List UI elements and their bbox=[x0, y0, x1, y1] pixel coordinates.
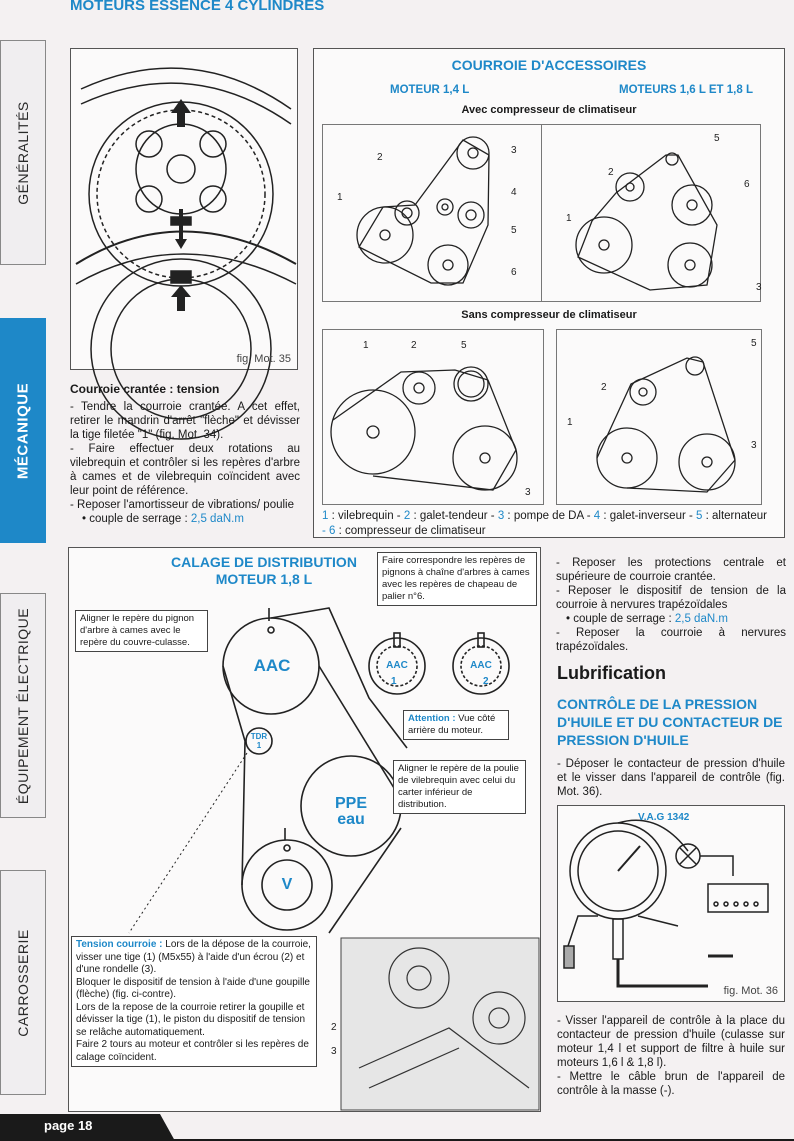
tab-generalites[interactable] bbox=[0, 40, 46, 265]
ppe-line: eau bbox=[337, 811, 365, 828]
tension-text: Lors de la repose de la courroie retirer la goupille et dévisser la tige (1), le piston du dispositif de tension se relâche automatiquement. bbox=[76, 1001, 306, 1038]
note-chaine: Faire correspondre les repères de pignons à chaîne d'arbres à cames avec les repères de chapeau de palier n°6. bbox=[377, 552, 537, 606]
belt-diagram-2 bbox=[541, 124, 761, 302]
legend-num: 3 bbox=[497, 510, 505, 522]
label-6: 6 bbox=[744, 179, 750, 190]
belt-svg bbox=[323, 330, 543, 504]
legend-text: : galet-inverseur - bbox=[600, 510, 697, 522]
figure-mot-35 bbox=[70, 48, 298, 370]
pulley-tdr-label bbox=[247, 732, 271, 750]
lubrification-title: Lubrification bbox=[557, 663, 666, 683]
lubrification-steps bbox=[557, 1014, 785, 1098]
paragraph: - Mettre le câble brun de l'appareil de contrôle à la masse (-). bbox=[557, 1071, 785, 1097]
ppe-line: PPE bbox=[334, 795, 367, 812]
tension-label: Tension courroie : bbox=[76, 939, 163, 950]
belt-svg bbox=[323, 125, 543, 301]
label-2: 2 bbox=[377, 152, 383, 163]
torque-value: 2,5 daN.m bbox=[674, 613, 728, 625]
pulley-aac-label: AAC bbox=[253, 656, 291, 675]
sprocket-drawing bbox=[71, 49, 297, 369]
pulley-ppe-label bbox=[321, 796, 381, 828]
legend-num: 2 bbox=[403, 510, 411, 522]
paragraph: - Reposer la courroie à nervures trapézoïdales. bbox=[556, 627, 786, 653]
section-title: Courroie crantée : tension bbox=[70, 382, 220, 396]
page-number: page 18 bbox=[44, 1118, 93, 1133]
figure-caption: fig. Mot. 36 bbox=[723, 985, 778, 997]
paragraph: - Déposer le contacteur de pression d'huile et le visser dans l'appareil de contrôle (fig. Mot. 36). bbox=[557, 758, 785, 798]
tab-label: CARROSSERIE bbox=[15, 928, 31, 1037]
small-aac-label: AAC bbox=[470, 660, 492, 671]
legend-text: : vilebrequin - bbox=[328, 510, 404, 522]
engine-right-label: MOTEURS 1,6 L ET 1,8 L bbox=[619, 84, 753, 96]
label-5: 5 bbox=[461, 340, 467, 351]
figure-caption: fig. Mot. 35 bbox=[236, 353, 291, 365]
page-header bbox=[0, 0, 794, 18]
calage-panel bbox=[68, 547, 541, 1112]
small-aac-label: AAC bbox=[386, 660, 408, 671]
without-ac-label: Sans compresseur de climatiseur bbox=[461, 309, 637, 321]
tab-label: GÉNÉRALITÉS bbox=[15, 100, 31, 205]
tab-equipement-electrique[interactable] bbox=[0, 593, 46, 818]
legend-num: - 6 bbox=[322, 525, 336, 537]
torque-label: • couple de serrage : bbox=[82, 513, 191, 525]
attention-label: Attention : bbox=[408, 713, 456, 724]
paragraph: - Faire effectuer deux rotations au vilebrequin et contrôler si les repères d'arbre à cames et de vilebrequin coïncident avec leur point de référence. bbox=[70, 443, 300, 497]
small-aac-num: 1 bbox=[391, 676, 397, 687]
label-3: 3 bbox=[525, 487, 531, 498]
tab-carrosserie[interactable] bbox=[0, 870, 46, 1095]
label-4: 4 bbox=[511, 187, 517, 198]
note-pignon: Aligner le repère du pignon d'arbre à cames avec le repère du couvre-culasse. bbox=[75, 610, 208, 652]
label-5: 5 bbox=[714, 133, 720, 144]
small-aac-num: 2 bbox=[483, 676, 489, 687]
label-5: 5 bbox=[751, 338, 757, 349]
tension-text: Faire 2 tours au moteur et contrôler si les repères de calage coïncident. bbox=[76, 1039, 309, 1063]
paragraph: - Reposer les protections centrale et supérieure de courroie crantée. bbox=[556, 557, 786, 583]
attention-text: Vue côté arrière du moteur. bbox=[408, 713, 496, 736]
footer-bar bbox=[0, 1114, 794, 1141]
torque-value: 2,5 daN.m bbox=[190, 513, 244, 525]
accessoires-title: COURROIE D'ACCESSOIRES bbox=[451, 57, 647, 73]
label-1: 1 bbox=[337, 192, 343, 203]
label-3: 3 bbox=[511, 145, 517, 156]
label-1: 1 bbox=[567, 417, 573, 428]
label-2: 2 bbox=[608, 167, 614, 178]
torque-label: • couple de serrage : bbox=[566, 613, 675, 625]
figure-mot-36 bbox=[557, 805, 785, 1002]
belt-diagram-4 bbox=[556, 329, 762, 505]
accessoires-panel bbox=[313, 48, 785, 538]
header-title: MOTEURS ESSENCE 4 CYLINDRES bbox=[70, 0, 325, 14]
tab-label: ÉQUIPEMENT ÉLECTRIQUE bbox=[15, 607, 31, 804]
photo-tensioner bbox=[341, 938, 539, 1110]
paragraph: - Reposer l'amortisseur de vibrations/ poulie bbox=[70, 499, 294, 511]
legend-num: 5 bbox=[696, 510, 703, 522]
note-attention bbox=[403, 710, 509, 740]
belt-diagram-1 bbox=[322, 124, 544, 302]
label-5: 5 bbox=[511, 225, 517, 236]
tdr-line: TDR bbox=[250, 732, 268, 741]
engine-left-label: MOTEUR 1,4 L bbox=[390, 84, 470, 96]
label-2: 2 bbox=[411, 340, 417, 351]
legend-text: : compresseur de climatiseur bbox=[335, 525, 486, 537]
label-6: 6 bbox=[511, 267, 517, 278]
gauge-label: V.A.G 1342 bbox=[638, 812, 690, 823]
note-tension bbox=[71, 936, 317, 1067]
pulley-v-label: V bbox=[281, 876, 293, 893]
label-2: 2 bbox=[601, 382, 607, 393]
photo-label-2: 2 bbox=[331, 1022, 337, 1033]
belt-svg bbox=[557, 330, 761, 504]
tension-text: Lors de la dépose de la courroie, visser une tige (1) (M5x55) à l'aide d'un écrou (2) et d'une rondelle (3). bbox=[76, 939, 311, 975]
label-3: 3 bbox=[751, 440, 757, 451]
right-column-text bbox=[556, 556, 786, 654]
legend-num: 1 bbox=[322, 510, 329, 522]
photo-label-3: 3 bbox=[331, 1046, 337, 1057]
legend-text: : pompe de DA - bbox=[504, 510, 594, 522]
calage-title-line: MOTEUR 1,8 L bbox=[215, 571, 313, 587]
calage-title-line: CALAGE DE DISTRIBUTION bbox=[171, 554, 357, 570]
lubrification-subtitle: CONTRÔLE DE LA PRESSION D'HUILE ET DU CONTACTEUR DE PRESSION D'HUILE bbox=[557, 696, 783, 748]
note-vilebrequin: Aligner le repère de la poulie de vilebrequin avec celui du carter inférieur de distribution. bbox=[393, 760, 526, 814]
legend-text: : galet-tendeur - bbox=[410, 510, 498, 522]
label-1: 1 bbox=[363, 340, 369, 351]
with-ac-label: Avec compresseur de climatiseur bbox=[461, 104, 637, 116]
tab-mecanique[interactable] bbox=[0, 318, 46, 543]
sidebar bbox=[0, 40, 46, 1110]
courroie-crantee-section bbox=[70, 382, 300, 526]
belt-svg bbox=[542, 125, 760, 301]
belt-diagram-3 bbox=[322, 329, 544, 505]
accessoires-legend bbox=[322, 509, 784, 539]
paragraph: - Reposer le dispositif de tension de la courroie à nervures trapézoïdales bbox=[556, 585, 786, 611]
paragraph: - Tendre la courroie crantée. A cet effet, retirer le mandrin d'arrêt "flèche" et dévisser la tige filetée "1" (fig. Mot. 34). bbox=[70, 401, 300, 441]
gauge-drawing bbox=[558, 806, 784, 1001]
legend-num: 4 bbox=[593, 510, 601, 522]
paragraph: - Visser l'appareil de contrôle à la place du contacteur de pression d'huile (culasse sur moteur 1,4 l et support de filtre à huile sur moteurs 1,6 l & 1,8 l). bbox=[557, 1015, 785, 1069]
tdr-line: 1 bbox=[256, 741, 262, 750]
tab-label: MÉCANIQUE bbox=[14, 382, 32, 479]
label-1: 1 bbox=[566, 213, 572, 224]
tension-text: Bloquer le dispositif de tension à l'aide d'une goupille (flèche) (fig. ci-contre). bbox=[76, 976, 310, 1000]
label-3: 3 bbox=[756, 282, 762, 293]
legend-text: : alternateur bbox=[702, 510, 767, 522]
